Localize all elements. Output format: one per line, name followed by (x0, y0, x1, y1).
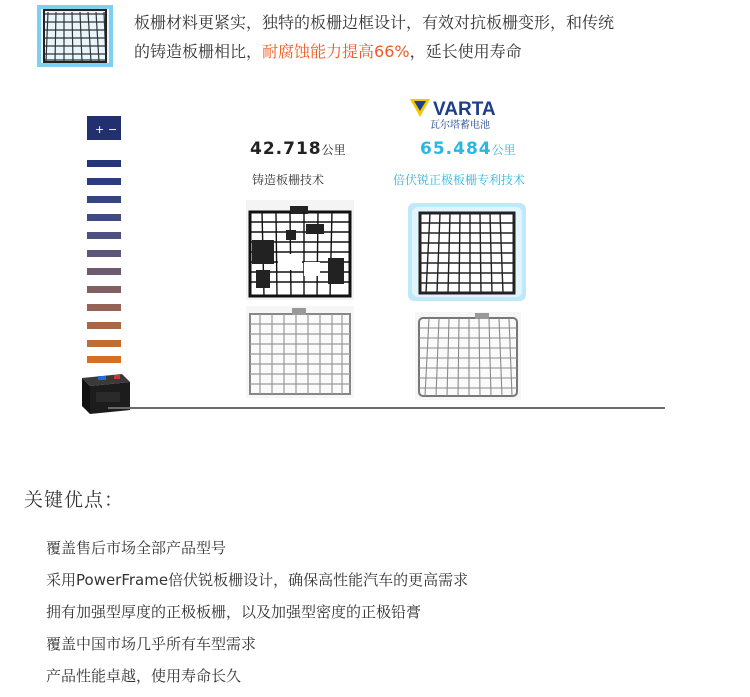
varta-distance-unit: 公里 (491, 143, 516, 157)
intro-line-2-suffix: ，延长使用寿命 (409, 42, 522, 61)
intro-line-2 (134, 37, 734, 66)
advantages-title: 关键优点： (24, 489, 125, 511)
intro-paragraph (134, 8, 734, 66)
charge-bar (87, 196, 121, 203)
advantage-item: 拥有加强型厚度的正极板栅，以及加强型密度的正极铅膏 (46, 603, 422, 621)
charge-bar (87, 286, 121, 293)
cast-technology-label: 铸造板栅技术 (252, 173, 325, 187)
cast-grid-corroded-image (246, 200, 354, 300)
battery-charge-bars (86, 116, 122, 376)
varta-grid-new-image (415, 312, 521, 400)
minus-sign: − (108, 123, 118, 136)
charge-bar (87, 304, 121, 311)
varta-subtitle-text: 瓦尔塔蓄电池 (430, 120, 490, 131)
advantage-item: 采用PowerFrame倍伏锐板栅设计，确保高性能汽车的更高需求 (46, 571, 469, 589)
cast-distance (250, 139, 346, 159)
varta-logo (408, 97, 533, 133)
baseline-divider (108, 407, 665, 409)
cast-distance-unit: 公里 (321, 143, 346, 157)
charge-bar (87, 268, 121, 275)
charge-bar (87, 340, 121, 347)
intro-line-2-prefix: 的铸造板栅相比， (134, 42, 263, 61)
charge-bar (87, 214, 121, 221)
varta-brand-text: VARTA (433, 99, 496, 120)
advantage-item: 产品性能卓越，使用寿命长久 (46, 667, 242, 685)
cast-grid-new-image (246, 306, 354, 398)
charge-bar (87, 232, 121, 239)
cast-distance-value: 42.718 (250, 139, 322, 159)
varta-technology-label: 倍伏锐正极板栅专利技术 (393, 173, 526, 187)
varta-distance-value: 65.484 (420, 139, 492, 159)
advantage-item: 覆盖售后市场全部产品型号 (46, 539, 227, 557)
varta-distance (420, 139, 516, 159)
charge-bar (87, 322, 121, 329)
charge-bar (87, 250, 121, 257)
charge-bar (87, 160, 121, 167)
charge-bar (87, 178, 121, 185)
intro-line-1: 板栅材料更紧实，独特的板栅边框设计，有效对抗板栅变形，和传统 (134, 13, 615, 32)
plus-sign: + (95, 123, 105, 136)
varta-grid-tested-image (408, 203, 526, 301)
corrosion-highlight: 耐腐蚀能力提高66% (262, 42, 410, 61)
advantage-item: 覆盖中国市场几乎所有车型需求 (46, 635, 257, 653)
advantages-list (46, 532, 468, 692)
charge-bar (87, 356, 121, 363)
grid-thumbnail-image (36, 4, 114, 68)
